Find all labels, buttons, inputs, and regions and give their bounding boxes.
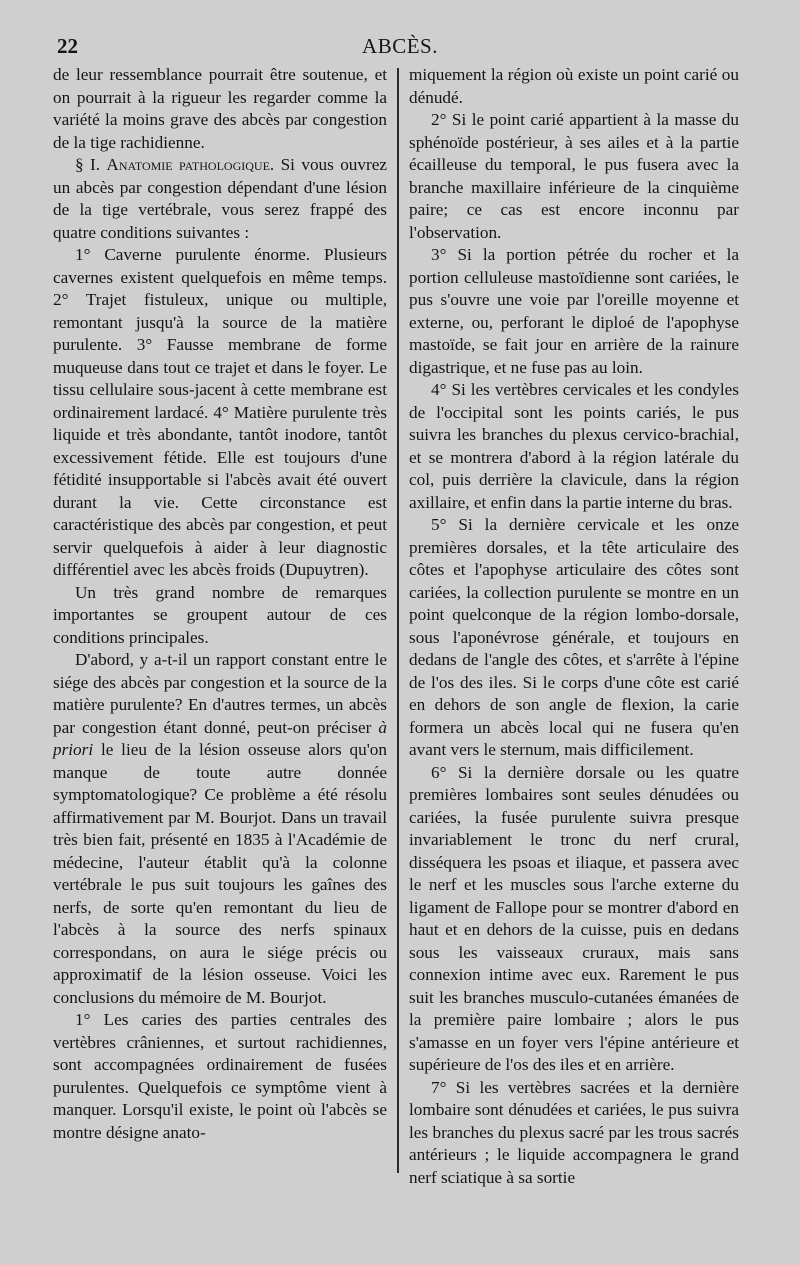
paragraph: de leur ressemblance pourrait être soutenue, et on pourrait à la rigueur les regarder comme la variété la moins grave des abcès par congestion de la tige rachidienne.	[53, 65, 387, 152]
paragraph: 3° Si la portion pétrée du rocher et la portion celluleuse mastoïdienne sont cariées, le pus s'ouvre une voie par l'oreille moyenne et externe, ou, perforant le diploé de l'apophyse mastoïde, se fait jour en arrière de la rainure digastrique, et ne fuse pas au loin.	[409, 245, 739, 377]
text-run: le lieu de la lésion osseuse alors qu'on manque de toute autre donnée symptomatologique? Ce problème a été résolu affirmativement par M. Bourjot. Dans un travail très bien fait, présenté en 1835 à l'Académie de médecine, l'auteur établit qu'à la colonne vertébrale le pus suit toujours les gaînes des nerfs, de sorte qu'en remontant du lieu de l'abcès à la source des nerfs spinaux correspondans, on aura le siége précis ou approximatif de la lésion osseuse. Voici les conclusions du mémoire de M. Bourjot.	[53, 740, 387, 1007]
paragraph: miquement la région où existe un point carié ou dénudé.	[409, 65, 739, 107]
paragraph: 7° Si les vertèbres sacrées et la dernière lombaire sont dénudées et cariées, le pus suivra les branches du plexus sacré par les trous sacrés antérieurs ; le liquide accompagnera le grand nerf sciatique à sa sortie	[409, 1077, 739, 1187]
paragraph: Un très grand nombre de remarques importantes se groupent autour de ces conditions principales.	[53, 582, 387, 647]
right-column	[409, 64, 739, 1189]
running-title: ABCÈS.	[362, 34, 438, 58]
section-heading-paragraph	[53, 154, 387, 244]
column-divider	[397, 68, 399, 1173]
section-text: Si vous ouvrez un abcès par congestion dépendant d'une lésion de la tige vertébrale, vous serez frappé des quatre conditions suivantes :	[53, 155, 387, 242]
page-header	[57, 34, 743, 64]
text-run: D'abord, y a-t-il un rapport constant entre le siége des abcès par congestion et la source de la matière purulente? En d'autres termes, un abcès par congestion étant donné, peut-on préciser	[53, 650, 387, 737]
paragraph: 5° Si la dernière cervicale et les onze premières dorsales, et la tête articulaire des côtes et l'apophyse articulaire des côtes sont cariées, la collection purulente se montre en un point quelconque de la région lombo-dorsale, sous l'aponévrose générale, et toujours en dedans de l'angle des côtes, et s'arrête à l'épine de l'os des iles. Si le corps d'une côte est carié en dehors de son angle de flexion, la carie formera un abcès local qui ne fusera qu'en avant vers le sternum, mais difficilement.	[409, 515, 739, 759]
italic-term: à priori	[53, 717, 388, 759]
paragraph: 1° Caverne purulente énorme. Plusieurs cavernes existent quelquefois en même temps. 2° Trajet fistuleux, unique ou multiple, remontant jusqu'à la source de la matière purulente. 3° Fausse membrane de forme muqueuse dans tout ce trajet et dans le foyer. Le tissu cellulaire sous-jacent à cette membrane est ordinairement lardacé. 4° Matière purulente très liquide et très abondante, tantôt inodore, tantôt excessivement fétide. Elle est toujours d'une fétidité insupportable si l'abcès avait été ouvert durant la vie. Cette circonstance est caractéristique des abcès par congestion, et peut servir quelquefois à aider à leur diagnostic différentiel avec les abcès froids (Dupuytren).	[53, 245, 387, 579]
paragraph: 6° Si la dernière dorsale ou les quatre premières lombaires sont seules dénudées ou cariées, la fusée purulente suivra presque invariablement le tronc du nerf crural, disséquera les psoas et iliaque, et passera avec le nerf et les muscles sous l'arche externe du ligament de Fallope pour se montrer d'abord en haut et en dehors de la cuisse, puis en dedans sous les vaisseaux cruraux, mais sans connexion intime avec eux. Rarement le pus suit les branches musculo-cutanées émanées de la première paire lombaire ; alors le pus s'amasse en un foyer vers l'épine antérieure et supérieure de l'os des iles et en arrière.	[409, 762, 739, 1074]
paragraph	[53, 649, 387, 1009]
paragraph: 4° Si les vertèbres cervicales et les condyles de l'occipital sont les points cariés, le pus suivra les branches du plexus cervico-brachial, et se montrera d'abord à la région latérale du col, puis derrière la clavicule, dans la région axillaire, et enfin dans la partie interne du bras.	[409, 380, 739, 512]
page-number: 22	[57, 34, 78, 58]
paragraph: 2° Si le point carié appartient à la masse du sphénoïde postérieur, à ses ailes et à la partie écailleuse du temporal, le pus fusera avec la branche maxillaire inférieure de la cinquième paire; ce cas est encore inconnu par l'observation.	[409, 110, 739, 242]
paragraph: 1° Les caries des parties centrales des vertèbres crâniennes, et surtout rachidiennes, sont accompagnées ordinairement de fusées purulentes. Quelquefois ce symptôme vient à manquer. Lorsqu'il existe, le point où l'abcès se montre désigne anato-	[53, 1010, 387, 1142]
left-column	[53, 64, 387, 1144]
section-title: Anatomie pathologique.	[106, 155, 275, 174]
section-number: § I.	[75, 155, 101, 174]
